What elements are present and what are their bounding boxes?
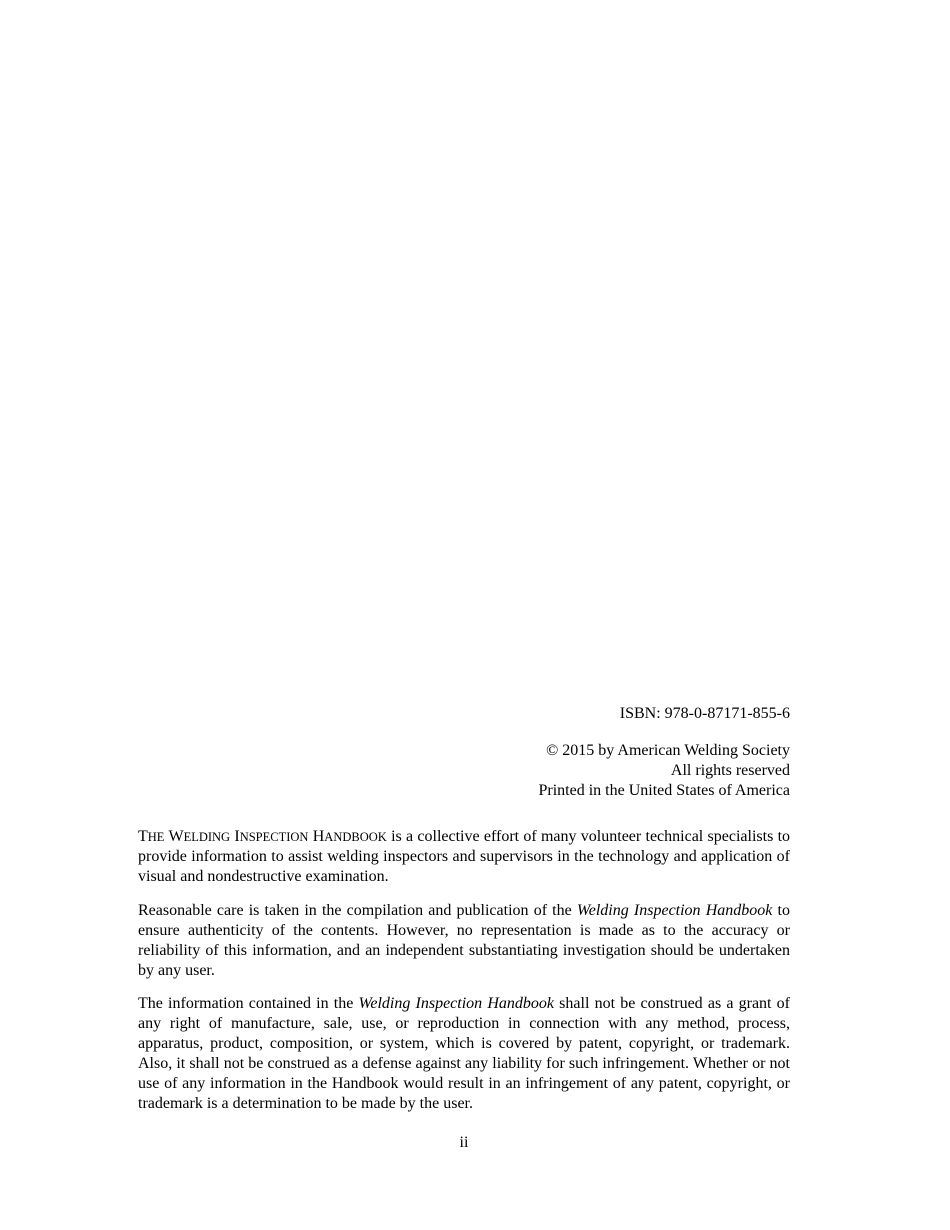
liability-text-after: shall not be construed as a grant of any right of manufacture, sale, use, or reproduction in connection with any method, process, apparatus, product, composition, or system, which is covered by patent, copyright, or trademark. Also, it shall not be construed as a defense against any liability for such infringement. Whether or not use of any information in the Handbook would result in an infringement of any patent, copyright, or trademark is a determination to be made by the user. <box>138 995 791 1112</box>
handbook-description-paragraph <box>138 827 790 887</box>
page-number: ii <box>459 1134 469 1151</box>
handbook-title-smallcaps: THE WELDING INSPECTION HANDBOOK <box>138 828 387 845</box>
disclaimer-text-after: to ensure authenticity of the contents. However, no representation is made as to the accuracy or reliability of this information, and an independent substantiating investigation should be undertaken by any user. <box>138 902 790 979</box>
copyright-block <box>539 741 791 801</box>
copyright-line: © 2015 by American Welding Society <box>546 742 790 759</box>
description-text: is a collective effort of many volunteer technical specialists to provide information to assist welding inspectors and supervisors in the technology and application of visual and nondestructive examination. <box>138 828 791 885</box>
handbook-title-italic: Welding Inspection Handbook <box>358 995 554 1012</box>
disclaimer-text-before: Reasonable care is taken in the compilation and publication of the <box>138 902 577 919</box>
liability-paragraph <box>138 994 790 1114</box>
disclaimer-paragraph <box>138 901 790 981</box>
rights-line: All rights reserved <box>670 762 790 779</box>
isbn-line: ISBN: 978-0-87171-855-6 <box>619 705 790 722</box>
copyright-page <box>138 0 790 1230</box>
handbook-title-italic: Welding Inspection Handbook <box>576 902 773 919</box>
isbn-block <box>620 704 790 724</box>
printed-in-line: Printed in the United States of America <box>538 782 790 799</box>
liability-text-before: The information contained in the <box>138 995 359 1012</box>
